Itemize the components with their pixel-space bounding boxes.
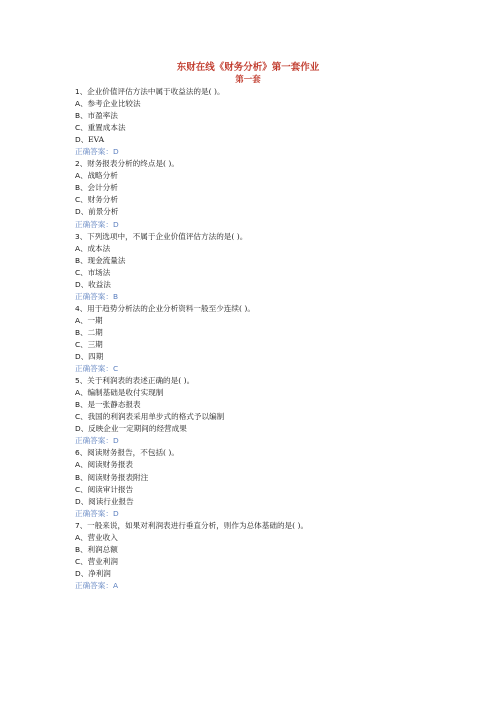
option-separator: 、 [80, 496, 89, 506]
option-letter: C [75, 484, 81, 494]
question-text: 用于趋势分析法的企业分析资料一般至少连续( )。 [87, 303, 255, 313]
answer-value: D [112, 436, 119, 446]
option-separator: 、 [80, 424, 89, 434]
option-item [75, 98, 475, 110]
option-letter: D [75, 352, 81, 362]
option-separator: 、 [80, 207, 89, 217]
question-separator: 、 [79, 303, 88, 313]
question-block [75, 158, 475, 230]
option-letter: C [75, 339, 81, 349]
question-block [75, 447, 475, 519]
option-letter: B [75, 400, 81, 410]
answer-value: D [112, 508, 119, 518]
option-separator: 、 [80, 568, 89, 578]
correct-answer [75, 146, 475, 158]
option-separator: 、 [80, 327, 88, 337]
question-number: 4 [75, 303, 80, 313]
question-text: 下列选项中，不属于企业价值评估方法的是( )。 [87, 231, 248, 241]
option-separator: 、 [80, 339, 88, 349]
option-separator: 、 [80, 111, 88, 121]
option-text: 一期 [87, 315, 103, 325]
correct-answer [75, 435, 475, 447]
option-item [75, 315, 475, 327]
option-letter: A [75, 388, 81, 398]
answer-label: 正确答案： [75, 291, 113, 301]
option-text: 是一张静态报表 [87, 400, 141, 410]
option-separator: 、 [80, 195, 88, 205]
option-text: 会计分析 [87, 183, 118, 193]
option-text: 三期 [87, 339, 103, 349]
option-text: 成本法 [87, 243, 111, 253]
answer-value: C [112, 364, 119, 374]
correct-answer [75, 363, 475, 375]
question-list [75, 86, 475, 592]
option-letter: B [75, 472, 81, 482]
option-letter: D [75, 207, 81, 217]
question-text: 一般来说，如果对利润表进行垂直分析，则作为总体基础的是( )。 [87, 520, 309, 530]
question-block [75, 231, 475, 303]
question-separator: 、 [79, 159, 88, 169]
option-letter: B [75, 255, 81, 265]
option-separator: 、 [80, 472, 88, 482]
question-block [75, 86, 475, 158]
document-subtitle: 第一套 [235, 75, 261, 85]
option-item [75, 399, 475, 411]
option-text: 参考企业比较法 [87, 99, 141, 109]
option-item [75, 568, 475, 580]
option-separator: 、 [80, 135, 89, 145]
question-number: 2 [75, 159, 80, 169]
question-stem [75, 86, 475, 98]
option-text: 前景分析 [88, 207, 119, 217]
question-block [75, 520, 475, 592]
document-title: 东财在线《财务分析》第一套作业 [176, 62, 320, 73]
correct-answer [75, 508, 475, 520]
option-letter: A [75, 99, 81, 109]
option-item [75, 206, 475, 218]
question-text: 企业价值评估方法中属于收益法的是( )。 [87, 87, 225, 96]
question-separator: 、 [79, 87, 88, 96]
option-item [75, 279, 475, 291]
option-text: 市场法 [87, 267, 111, 277]
option-letter: D [75, 568, 81, 578]
option-item [75, 459, 475, 471]
option-text: 现金流量法 [87, 255, 126, 265]
answer-value: A [112, 580, 119, 590]
answer-value: D [112, 147, 119, 157]
option-text: 市盈率法 [87, 111, 118, 121]
question-text: 阅读财务报告，不包括( )。 [87, 448, 179, 458]
option-separator: 、 [80, 532, 88, 542]
option-letter: A [75, 532, 81, 542]
option-letter: D [75, 496, 81, 506]
question-separator: 、 [79, 448, 88, 458]
option-text: EVA [88, 135, 105, 145]
option-separator: 、 [80, 255, 88, 265]
option-separator: 、 [80, 315, 88, 325]
option-separator: 、 [80, 460, 88, 470]
option-separator: 、 [80, 352, 89, 362]
option-separator: 、 [80, 279, 89, 289]
option-item [75, 544, 475, 556]
question-stem [75, 231, 475, 243]
option-text: 重置成本法 [87, 123, 126, 133]
option-item [75, 170, 475, 182]
option-item [75, 387, 475, 399]
question-stem [75, 303, 475, 315]
option-item [75, 122, 475, 134]
option-letter: C [75, 556, 81, 566]
option-letter: A [75, 243, 81, 253]
option-separator: 、 [80, 544, 88, 554]
question-number: 6 [75, 448, 80, 458]
option-text: 编制基础是收付实现制 [87, 388, 164, 398]
option-item [75, 243, 475, 255]
question-number: 3 [75, 231, 80, 241]
option-text: 战略分析 [87, 171, 118, 181]
option-separator: 、 [80, 388, 88, 398]
question-number: 7 [75, 520, 80, 530]
answer-label: 正确答案： [75, 219, 113, 229]
option-text: 收益法 [88, 279, 111, 289]
answer-label: 正确答案： [75, 436, 113, 446]
question-number: 1 [75, 87, 80, 96]
option-letter: B [75, 183, 81, 193]
option-separator: 、 [80, 400, 88, 410]
option-item [75, 327, 475, 339]
correct-answer [75, 580, 475, 592]
option-letter: C [75, 195, 81, 205]
option-separator: 、 [80, 484, 88, 494]
option-item [75, 110, 475, 122]
option-letter: D [75, 424, 81, 434]
option-item [75, 194, 475, 206]
option-separator: 、 [80, 243, 88, 253]
option-item [75, 556, 475, 568]
option-separator: 、 [80, 183, 88, 193]
option-letter: D [75, 279, 81, 289]
option-item [75, 134, 475, 146]
option-letter: B [75, 327, 81, 337]
option-letter: B [75, 111, 81, 121]
option-text: 阅读财务报表 [87, 460, 134, 470]
question-block [75, 303, 475, 375]
option-text: 阅读审计报告 [87, 484, 134, 494]
answer-label: 正确答案： [75, 147, 113, 157]
option-text: 利润总额 [87, 544, 118, 554]
question-number: 5 [75, 376, 80, 386]
option-item [75, 267, 475, 279]
option-letter: C [75, 123, 81, 133]
option-text: 我国的利润表采用单步式的格式予以编制 [87, 412, 225, 422]
option-letter: C [75, 412, 81, 422]
question-text: 关于利润表的表述正确的是( )。 [87, 376, 195, 386]
option-separator: 、 [80, 171, 88, 181]
option-text: 营业利润 [87, 556, 118, 566]
option-text: 二期 [87, 327, 103, 337]
option-item [75, 182, 475, 194]
option-text: 阅读行业报告 [88, 496, 134, 506]
option-letter: B [75, 544, 81, 554]
option-item [75, 472, 475, 484]
option-text: 四期 [88, 352, 104, 362]
option-text: 营业收入 [87, 532, 118, 542]
option-letter: D [75, 135, 81, 145]
answer-value: B [112, 291, 119, 301]
option-item [75, 423, 475, 435]
question-stem [75, 447, 475, 459]
question-stem [75, 375, 475, 387]
correct-answer [75, 291, 475, 303]
answer-label: 正确答案： [75, 580, 113, 590]
option-separator: 、 [80, 99, 88, 109]
question-separator: 、 [79, 520, 88, 530]
question-block [75, 375, 475, 447]
question-stem [75, 520, 475, 532]
answer-label: 正确答案： [75, 508, 113, 518]
option-item [75, 532, 475, 544]
option-letter: C [75, 267, 81, 277]
option-item [75, 496, 475, 508]
option-item [75, 411, 475, 423]
option-separator: 、 [80, 556, 88, 566]
option-letter: A [75, 460, 81, 470]
question-separator: 、 [79, 231, 88, 241]
option-letter: A [75, 315, 81, 325]
option-text: 净利润 [88, 568, 111, 578]
answer-value: D [112, 219, 119, 229]
option-item [75, 339, 475, 351]
question-stem [75, 158, 475, 170]
correct-answer [75, 219, 475, 231]
question-separator: 、 [79, 376, 88, 386]
question-text: 财务报表分析的终点是( )。 [87, 159, 179, 169]
answer-label: 正确答案： [75, 364, 113, 374]
option-text: 反映企业一定期间的经营成果 [88, 424, 187, 434]
option-separator: 、 [80, 412, 88, 422]
option-text: 阅读财务报表附注 [87, 472, 149, 482]
option-separator: 、 [80, 267, 88, 277]
option-letter: A [75, 171, 81, 181]
option-separator: 、 [80, 123, 88, 133]
option-item [75, 351, 475, 363]
option-item [75, 255, 475, 267]
option-text: 财务分析 [87, 195, 118, 205]
option-item [75, 484, 475, 496]
